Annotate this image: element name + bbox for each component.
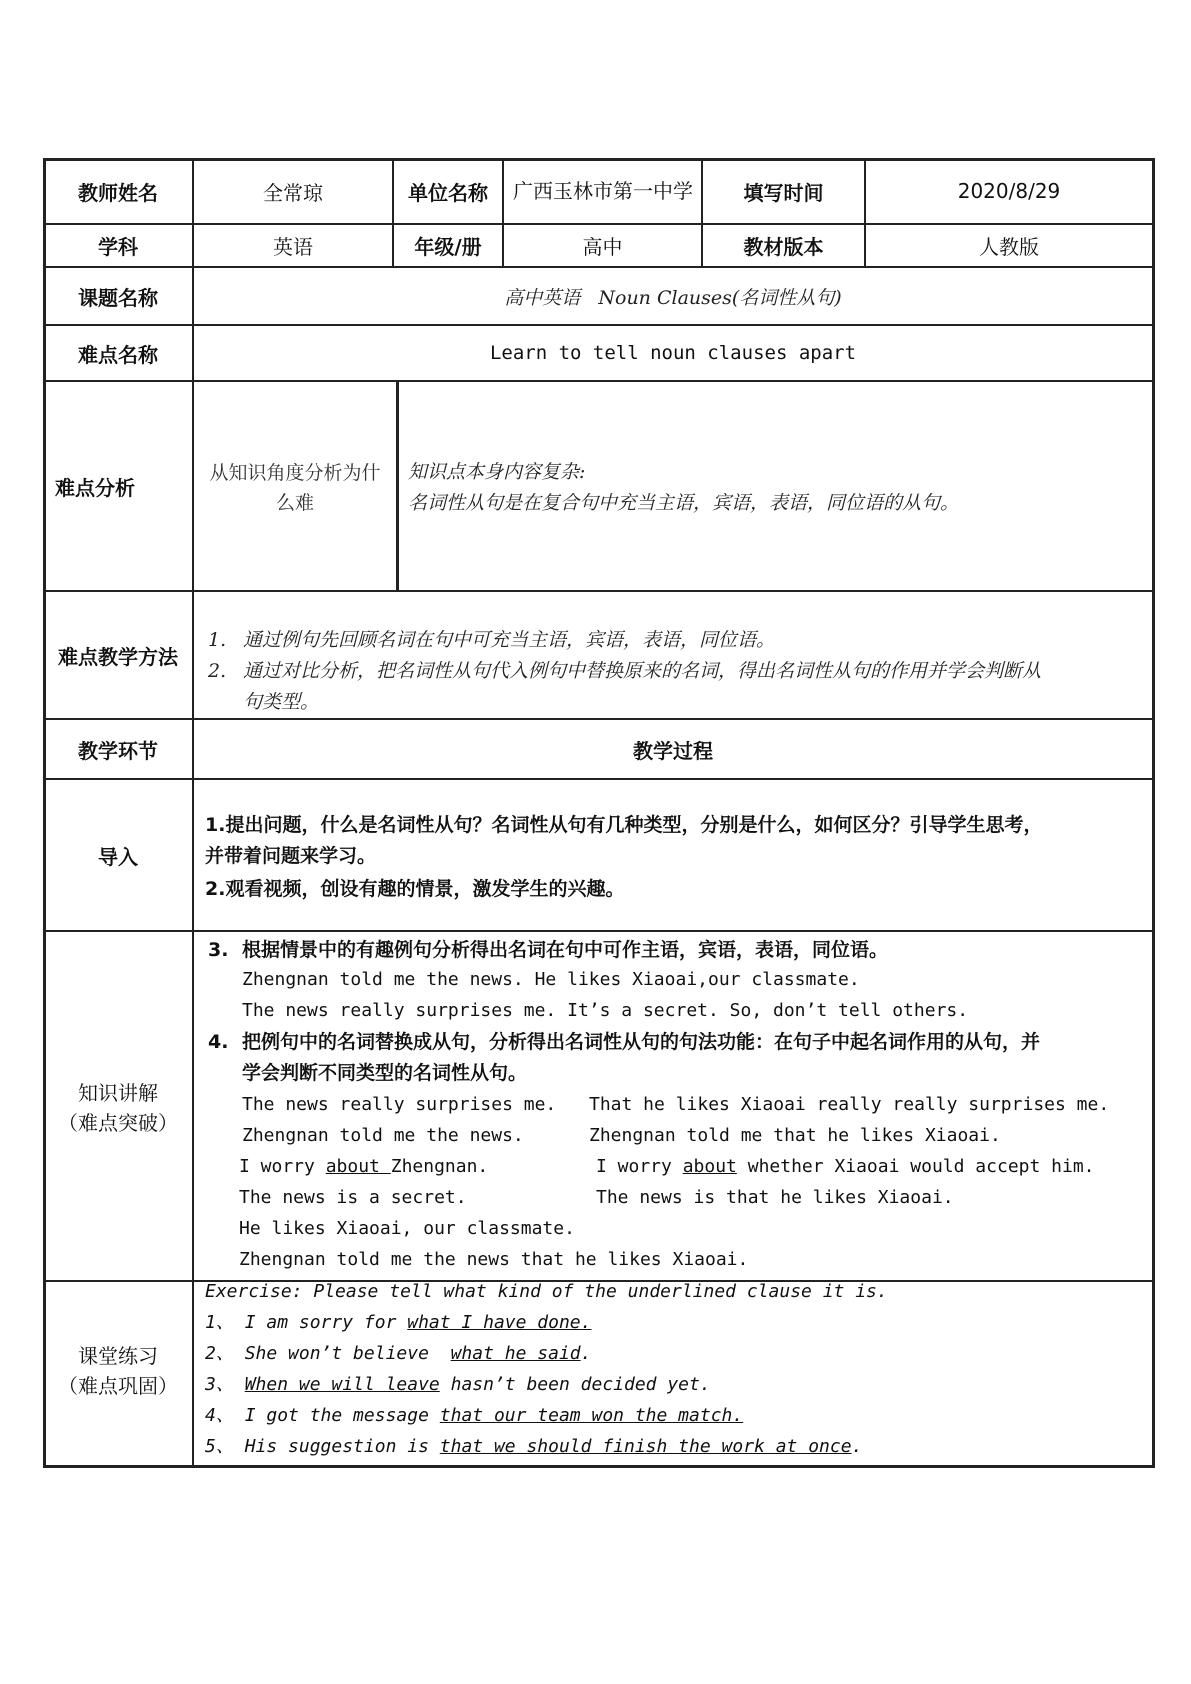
knowledge-line5: He likes Xiaoai, our classmate. — [239, 1218, 575, 1239]
method-item1-num: 1. — [208, 629, 227, 651]
practice-q3-underlined: When we will leave — [244, 1374, 440, 1395]
method-item2a: 通过对比分析，把名词性从句代入例句中替换原来的名词，得出名词性从句的作用并学会判断从 — [243, 660, 1042, 682]
method-item2-num: 2. — [208, 660, 227, 682]
knowledge-right3-post: whether Xiaoai would accept him. — [736, 1156, 1095, 1177]
practice-q1-underlined: what I have done. — [407, 1312, 592, 1333]
difficulty-value: Learn to tell noun clauses apart — [489, 342, 857, 364]
intro-line3: 2.观看视频，创设有趣的情景，激发学生的兴趣。 — [205, 878, 625, 900]
analysis-angle: 从知识角度分析为什么难 — [209, 462, 381, 514]
subject-value: 英语 — [273, 235, 313, 259]
practice-q2-post: . — [580, 1343, 592, 1364]
knowledge-left3-post: Zhengnan. — [390, 1156, 489, 1177]
knowledge-p4b: 学会判断不同类型的名词性从句。 — [242, 1062, 528, 1084]
practice-q3 — [205, 1373, 711, 1397]
practice-title: Exercise: Please tell what kind of the underlined clause it is. — [205, 1281, 888, 1302]
row-divider — [43, 930, 1155, 932]
intro-label: 导入 — [98, 844, 138, 869]
teacher-label: 教师姓名 — [78, 180, 158, 205]
knowledge-left3-pre: I worry — [239, 1156, 326, 1177]
analysis-line2: 名词性从句是在复合句中充当主语，宾语，表语，同位语的从句。 — [408, 492, 960, 514]
practice-q2 — [205, 1342, 591, 1366]
knowledge-label-line1: 知识讲解 — [78, 1081, 158, 1105]
practice-q3-num: 3、 — [205, 1374, 234, 1395]
knowledge-left2: Zhengnan told me the news. — [242, 1125, 524, 1146]
edition-label: 教材版本 — [743, 235, 824, 259]
knowledge-p3-num: 3. — [208, 939, 229, 961]
teacher-value: 全常琼 — [263, 180, 323, 205]
knowledge-right3 — [596, 1155, 1095, 1179]
method-label: 难点教学方法 — [58, 644, 178, 669]
knowledge-right1: That he likes Xiaoai really really surprises me. — [589, 1094, 1110, 1115]
intro-line1: 1.提出问题，什么是名词性从句？名词性从句有几种类型，分别是什么，如何区分？引导学生思考， — [205, 814, 1043, 836]
method-item2b: 句类型。 — [243, 691, 320, 713]
practice-q5-pre: His suggestion is — [244, 1436, 440, 1457]
process-label: 教学环节 — [78, 738, 158, 763]
practice-q5-post: . — [851, 1436, 863, 1457]
practice-q4-underlined: that our team won the match. — [439, 1405, 744, 1426]
knowledge-left3-underlined: about — [325, 1156, 391, 1177]
practice-q1 — [205, 1311, 591, 1335]
practice-q4-num: 4、 — [205, 1405, 234, 1426]
practice-label — [43, 1341, 193, 1401]
practice-q1-pre: I am sorry for — [244, 1312, 408, 1333]
knowledge-p3: 根据情景中的有趣例句分析得出名词在句中可作主语，宾语，表语，同位语。 — [242, 939, 889, 961]
intro-line2: 并带着问题来学习。 — [205, 845, 377, 867]
date-value: 2020/8/29 — [957, 179, 1061, 203]
edition-value: 人教版 — [979, 235, 1039, 259]
analysis-line1: 知识点本身内容复杂: — [408, 461, 586, 483]
date-label: 填写时间 — [743, 180, 824, 205]
lesson-plan-table — [43, 158, 1155, 1467]
process-value: 教学过程 — [633, 738, 713, 763]
practice-q2-pre: She won’t believe — [244, 1343, 451, 1364]
practice-q1-num: 1、 — [205, 1312, 234, 1333]
knowledge-right4: The news is that he likes Xiaoai. — [596, 1187, 954, 1208]
knowledge-ex2: The news really surprises me. It’s a secret. So, don’t tell others. — [242, 1000, 969, 1021]
practice-q2-num: 2、 — [205, 1343, 234, 1364]
practice-q4-pre: I got the message — [244, 1405, 440, 1426]
method-item1: 通过例句先回顾名词在句中可充当主语，宾语，表语，同位语。 — [243, 629, 776, 651]
knowledge-left4: The news is a secret. — [239, 1187, 467, 1208]
knowledge-left1: The news really surprises me. — [242, 1094, 557, 1115]
practice-q3-post: hasn’t been decided yet. — [439, 1374, 711, 1395]
knowledge-left3 — [239, 1155, 488, 1179]
grade-label: 年级/册 — [414, 235, 482, 259]
knowledge-label — [43, 1078, 193, 1138]
difficulty-label: 难点名称 — [78, 342, 158, 367]
subject-label: 学科 — [98, 235, 138, 259]
topic-value: 高中英语 Noun Clauses(名词性从句) — [504, 286, 842, 309]
unit-label: 单位名称 — [408, 180, 488, 205]
practice-q2-underlined: what he said — [450, 1343, 581, 1364]
table-border-bottom — [43, 1465, 1155, 1468]
row-divider — [43, 590, 1155, 592]
topic-label: 课题名称 — [78, 285, 158, 310]
knowledge-p4a: 把例句中的名词替换成从句，分析得出名词性从句的句法功能：在句子中起名词作用的从句，并 — [242, 1031, 1041, 1053]
knowledge-right3-pre: I worry — [596, 1156, 683, 1177]
knowledge-ex1: Zhengnan told me the news. He likes Xiaoai,our classmate. — [242, 969, 860, 990]
knowledge-label-line2: （难点突破） — [58, 1111, 178, 1135]
knowledge-p4-num: 4. — [208, 1031, 229, 1053]
knowledge-right2: Zhengnan told me that he likes Xiaoai. — [589, 1125, 1001, 1146]
knowledge-right3-underlined: about — [682, 1156, 737, 1177]
analysis-label: 难点分析 — [55, 475, 135, 500]
practice-q4 — [205, 1404, 743, 1428]
practice-label-line2: （难点巩固） — [58, 1374, 178, 1398]
practice-q5-num: 5、 — [205, 1436, 234, 1457]
practice-q5 — [205, 1435, 862, 1459]
knowledge-line6: Zhengnan told me the news that he likes Xiaoai. — [239, 1249, 749, 1270]
col-divider — [396, 382, 399, 590]
grade-value: 高中 — [582, 235, 623, 259]
unit-value: 广西玉林市第一中学 — [513, 179, 693, 203]
practice-q5-underlined: that we should finish the work at once — [439, 1436, 852, 1457]
practice-label-line1: 课堂练习 — [78, 1344, 158, 1368]
